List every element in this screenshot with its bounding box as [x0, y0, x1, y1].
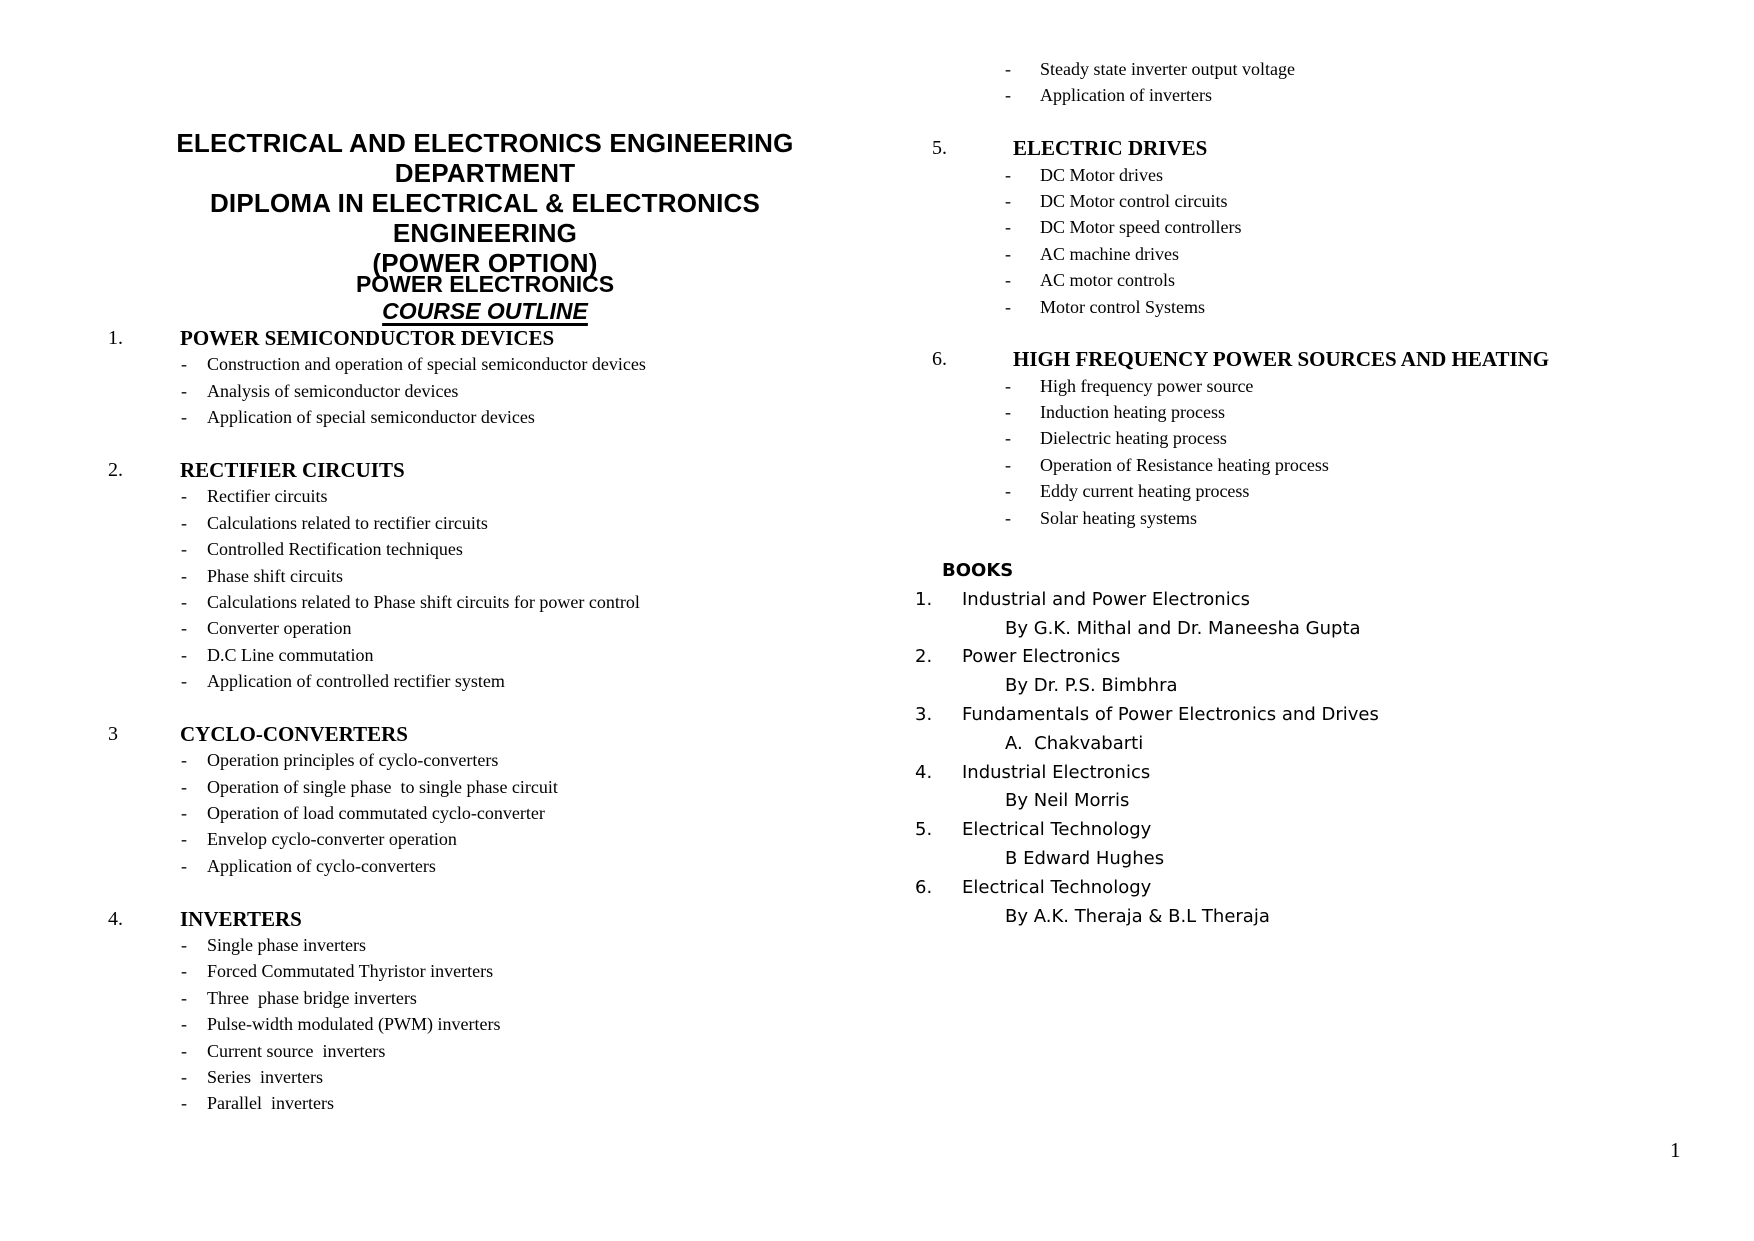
outline-item: Envelop cyclo-converter operation — [207, 829, 457, 850]
outline-row — [100, 431, 840, 457]
outline-row — [100, 1011, 840, 1037]
section-title: ELECTRIC DRIVES — [1013, 136, 1208, 161]
bullet-dash: - — [181, 750, 187, 771]
bullet-dash: - — [1005, 402, 1011, 423]
bullet-dash: - — [181, 591, 187, 612]
outline-row — [100, 774, 840, 800]
section-number: 4. — [108, 907, 123, 930]
bullet-dash: - — [181, 539, 187, 560]
outline-row — [900, 701, 1600, 730]
outline-row — [100, 879, 840, 905]
outline-left-column — [100, 325, 840, 1117]
bullet-dash: - — [1005, 59, 1011, 79]
section-number: 2. — [108, 458, 123, 481]
bullet-dash: - — [1005, 190, 1011, 211]
outline-item: Construction and operation of special semiconductor devices — [207, 354, 646, 375]
outline-row — [900, 615, 1600, 644]
outline-item: Eddy current heating process — [1040, 481, 1250, 502]
outline-item: Application of controlled rectifier system — [207, 671, 505, 692]
bullet-dash: - — [1005, 85, 1011, 106]
page-number: 1 — [1670, 1138, 1681, 1162]
outline-item: Operation of Resistance heating process — [1040, 454, 1329, 475]
book-author: A. Chakvabarti — [1005, 732, 1144, 754]
outline-row — [900, 903, 1600, 932]
outline-row — [100, 351, 840, 377]
outline-item: Three phase bridge inverters — [207, 987, 417, 1008]
bullet-dash: - — [1005, 270, 1011, 291]
book-number: 3. — [915, 703, 933, 725]
outline-row — [930, 135, 1730, 161]
outline-item: Application of special semiconductor devices — [207, 407, 535, 428]
outline-row — [900, 643, 1600, 672]
outline-row — [930, 399, 1730, 425]
bullet-dash: - — [181, 486, 187, 507]
outline-item: AC motor controls — [1040, 270, 1175, 291]
outline-row — [100, 985, 840, 1011]
bullet-dash: - — [181, 618, 187, 639]
bullet-dash: - — [181, 644, 187, 665]
outline-row — [100, 694, 840, 720]
course-header — [132, 271, 838, 324]
section-number: 6. — [932, 348, 947, 371]
book-title: Power Electronics — [962, 646, 1121, 668]
outline-item: Calculations related to Phase shift circuits for power control — [207, 591, 640, 612]
course-name: POWER ELECTRONICS — [355, 271, 615, 297]
outline-item: DC Motor control circuits — [1040, 190, 1228, 211]
outline-row — [100, 1090, 840, 1116]
outline-row — [930, 320, 1730, 346]
outline-item: Operation principles of cyclo-converters — [207, 750, 499, 771]
outline-item: Single phase inverters — [207, 934, 366, 955]
book-author: B Edward Hughes — [1005, 847, 1165, 869]
outline-row — [100, 483, 840, 509]
outline-item: Analysis of semiconductor devices — [207, 380, 459, 401]
bullet-dash: - — [1005, 164, 1011, 185]
bullet-dash: - — [1005, 507, 1011, 528]
outline-item: High frequency power source — [1040, 375, 1254, 396]
outline-row — [100, 747, 840, 773]
outline-row — [930, 505, 1730, 531]
outline-item: Dielectric heating process — [1040, 428, 1227, 449]
book-title: Electrical Technology — [962, 876, 1152, 898]
outline-row — [100, 378, 840, 404]
bullet-dash: - — [181, 961, 187, 982]
outline-row — [100, 563, 840, 589]
bullet-dash: - — [181, 1093, 187, 1114]
outline-row — [900, 787, 1600, 816]
outline-row — [100, 589, 840, 615]
outline-row — [900, 672, 1600, 701]
outline-item: Operation of load commutated cyclo-converter — [207, 803, 545, 824]
bullet-dash: - — [181, 1014, 187, 1035]
bullet-dash: - — [1005, 375, 1011, 396]
outline-row — [930, 56, 1730, 82]
outline-item: Operation of single phase to single phase circuit — [207, 776, 558, 797]
bullet-dash: - — [1005, 217, 1011, 238]
book-title: Industrial Electronics — [962, 761, 1151, 783]
outline-row — [900, 874, 1600, 903]
bullet-dash: - — [181, 512, 187, 533]
outline-row — [900, 759, 1600, 788]
book-number: 6. — [915, 876, 933, 898]
outline-row — [100, 721, 840, 747]
book-title: Industrial and Power Electronics — [962, 588, 1250, 610]
bullet-dash: - — [181, 829, 187, 850]
bullet-dash: - — [1005, 428, 1011, 449]
outline-row — [100, 932, 840, 958]
bullet-dash: - — [181, 934, 187, 955]
outline-item: Induction heating process — [1040, 402, 1225, 423]
outline-item: Pulse-width modulated (PWM) inverters — [207, 1014, 501, 1035]
outline-row — [900, 845, 1600, 874]
outline-row — [930, 188, 1730, 214]
outline-row — [930, 294, 1730, 320]
outline-row — [100, 457, 840, 483]
bullet-dash: - — [1005, 454, 1011, 475]
outline-row — [100, 615, 840, 641]
section-title: RECTIFIER CIRCUITS — [180, 457, 405, 482]
outline-item: Steady state inverter output voltage — [1040, 59, 1295, 79]
course-outline-heading — [132, 298, 838, 325]
bullet-dash: - — [181, 1040, 187, 1061]
outline-row — [100, 853, 840, 879]
bullet-dash: - — [181, 354, 187, 375]
outline-item: Series inverters — [207, 1066, 323, 1087]
course-outline-label: COURSE OUTLINE — [382, 297, 588, 324]
outline-item: Parallel inverters — [207, 1093, 334, 1114]
books-heading: BOOKS — [942, 560, 1014, 581]
outline-row — [900, 557, 1600, 586]
outline-item: Calculations related to rectifier circuits — [207, 512, 488, 533]
book-title: Electrical Technology — [962, 819, 1152, 841]
outline-row — [930, 214, 1730, 240]
section-number: 3 — [108, 722, 118, 745]
outline-row — [100, 642, 840, 668]
outline-row — [930, 162, 1730, 188]
book-number: 1. — [915, 588, 933, 610]
outline-item: DC Motor drives — [1040, 164, 1163, 185]
outline-item: Controlled Rectification techniques — [207, 539, 463, 560]
bullet-dash: - — [181, 803, 187, 824]
section-title: INVERTERS — [180, 906, 302, 931]
outline-row — [100, 325, 840, 351]
outline-row — [100, 826, 840, 852]
title-line: (POWER OPTION) — [372, 248, 598, 278]
outline-item: Current source inverters — [207, 1040, 386, 1061]
bullet-dash: - — [1005, 481, 1011, 502]
bullet-dash: - — [181, 380, 187, 401]
title-line: ELECTRICAL AND ELECTRONICS ENGINEERING — [176, 128, 794, 158]
title-line: DIPLOMA IN ELECTRICAL & ELECTRONICS ENGINEERING — [209, 188, 761, 248]
section-number: 1. — [108, 327, 123, 349]
bullet-dash: - — [181, 671, 187, 692]
outline-row — [930, 82, 1730, 108]
outline-item: Application of cyclo-converters — [207, 855, 436, 876]
outline-item: Rectifier circuits — [207, 486, 328, 507]
book-author: By G.K. Mithal and Dr. Maneesha Gupta — [1005, 617, 1361, 639]
bullet-dash: - — [181, 855, 187, 876]
outline-item: Application of inverters — [1040, 85, 1212, 106]
book-title: Fundamentals of Power Electronics and Drives — [962, 703, 1379, 725]
outline-item: Converter operation — [207, 618, 352, 639]
outline-row — [100, 510, 840, 536]
outline-item: Solar heating systems — [1040, 507, 1197, 528]
outline-row — [930, 425, 1730, 451]
books-section — [900, 557, 1600, 931]
outline-item: Motor control Systems — [1040, 296, 1205, 317]
bullet-dash: - — [1005, 296, 1011, 317]
bullet-dash: - — [181, 1066, 187, 1087]
bullet-dash: - — [1005, 243, 1011, 264]
bullet-dash: - — [181, 776, 187, 797]
book-author: By A.K. Theraja & B.L Theraja — [1005, 905, 1270, 927]
title-line: DEPARTMENT — [394, 158, 576, 188]
outline-row — [100, 958, 840, 984]
outline-row — [930, 346, 1730, 372]
book-number: 5. — [915, 819, 933, 841]
bullet-dash: - — [181, 987, 187, 1008]
department-title — [132, 128, 838, 278]
outline-row — [930, 109, 1730, 135]
outline-row — [900, 586, 1600, 615]
section-title: CYCLO-CONVERTERS — [180, 721, 408, 746]
bullet-dash: - — [181, 565, 187, 586]
book-number: 4. — [915, 761, 933, 783]
section-title: POWER SEMICONDUCTOR DEVICES — [180, 326, 555, 350]
outline-row — [930, 452, 1730, 478]
book-number: 2. — [915, 646, 933, 668]
outline-row — [930, 478, 1730, 504]
section-number: 5. — [932, 137, 947, 160]
outline-row — [100, 1038, 840, 1064]
outline-row — [930, 267, 1730, 293]
outline-item: AC machine drives — [1040, 243, 1179, 264]
book-author: By Neil Morris — [1005, 790, 1130, 812]
outline-row — [930, 241, 1730, 267]
outline-item: DC Motor speed controllers — [1040, 217, 1242, 238]
bullet-dash: - — [181, 407, 187, 428]
outline-row — [100, 536, 840, 562]
outline-right-column — [930, 56, 1730, 531]
section-title: HIGH FREQUENCY POWER SOURCES AND HEATING — [1013, 347, 1550, 372]
outline-row — [900, 730, 1600, 759]
outline-row — [100, 906, 840, 932]
book-author: By Dr. P.S. Bimbhra — [1005, 675, 1178, 697]
outline-row — [100, 404, 840, 430]
outline-row — [100, 668, 840, 694]
outline-row — [930, 373, 1730, 399]
outline-row — [100, 800, 840, 826]
outline-item: Forced Commutated Thyristor inverters — [207, 961, 494, 982]
outline-row — [900, 816, 1600, 845]
outline-item: D.C Line commutation — [207, 644, 374, 665]
outline-item: Phase shift circuits — [207, 565, 343, 586]
outline-row — [100, 1064, 840, 1090]
